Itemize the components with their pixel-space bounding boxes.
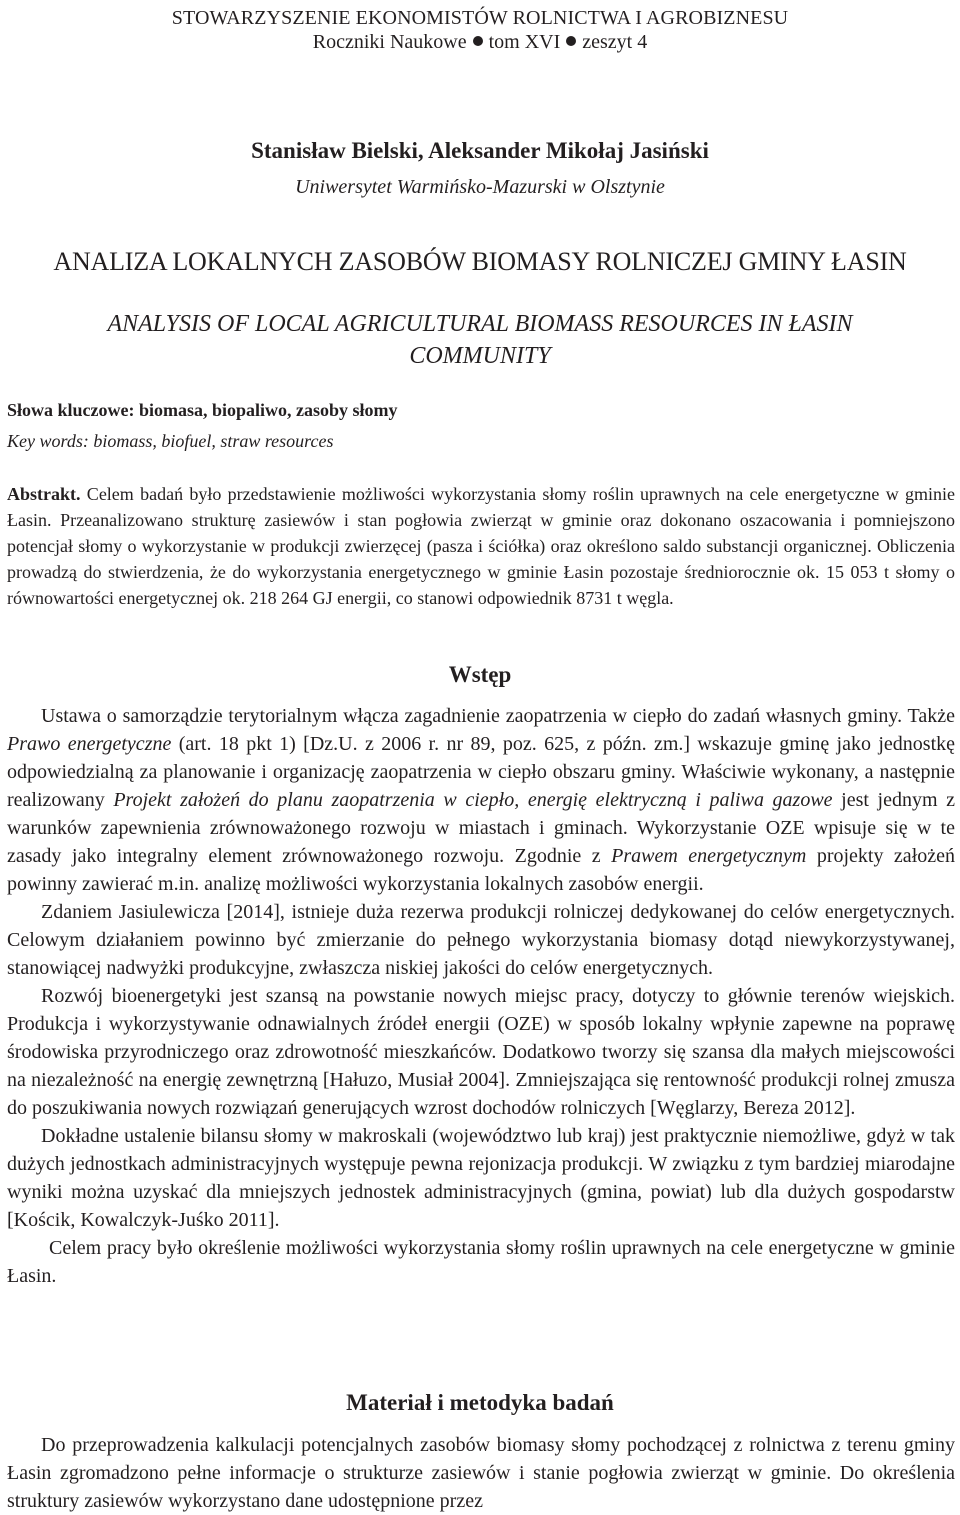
journal-volume: tom XVI — [488, 31, 561, 53]
text-run-italic: Prawem energetycznym — [611, 845, 807, 867]
society-header: STOWARZYSZENIE EKONOMISTÓW ROLNICTWA I AGROBIZNESU — [171, 7, 789, 29]
bullet-dot-icon — [473, 36, 483, 46]
text-run-italic: Prawo energetyczne — [7, 733, 172, 755]
keywords-polish: Słowa kluczowe: biomasa, biopaliwo, zasoby słomy — [7, 400, 398, 420]
abstract — [7, 481, 955, 611]
authors: Stanisław Bielski, Aleksander Mikołaj Jasiński — [251, 138, 709, 163]
text-run: projekty założeń powinny zawierać m.in. analizę możliwości wykorzystania lokalnych zasobów energii. — [7, 845, 955, 895]
title-english — [0, 308, 960, 372]
paragraph — [7, 702, 955, 898]
abstract-text: Celem badań było przedstawienie możliwości wykorzystania słomy roślin uprawnych na cele energetyczne w gminie Łasin. Przeanalizowano strukturę zasiewów i stan pogłowia zwierząt w gminie oraz dokonano oszacowania i pomniejszono potencjał słomy o wykorzystanie w produkcji zwierzęcej (pasza i ściółka) oraz określono saldo substancji organicznej. Obliczenia prowadzą do stwierdzenia, że do wykorzystania energetycznego w gminie Łasin pozostaje średniorocznie ok. 15 053 t słomy o równowartości energetycznej ok. 218 264 GJ energii, co stanowi odpowiednik 8731 t węgla. — [7, 484, 955, 608]
title-polish: ANALIZA LOKALNYCH ZASOBÓW BIOMASY ROLNICZEJ GMINY ŁASIN — [53, 247, 907, 276]
title-english-line2: COMMUNITY — [409, 343, 551, 369]
abstract-label: Abstrakt. — [7, 484, 81, 504]
paragraph: Do przeprowadzenia kalkulacji potencjalnych zasobów biomasy słomy pochodzącej z rolnictwa z terenu gminy Łasin zgromadzono pełne informacje o strukturze zasiewów i stanie pogłowia zwierząt w gminie. Do określenia struktury zasiewów wykorzystano dane udostępnione przez — [7, 1434, 955, 1512]
affiliation: Uniwersytet Warmińsko-Mazurski w Olsztynie — [295, 176, 665, 198]
keywords-english: Key words: biomass, biofuel, straw resources — [7, 431, 334, 451]
text-run: Ustawa o samorządzie terytorialnym włącza zagadnienie zaopatrzenia w ciepło do zadań własnych gminy. Także — [41, 705, 955, 727]
text-run-italic: Projekt założeń do planu zaopatrzenia w ciepło, energię elektryczną i paliwa gazowe — [113, 789, 833, 811]
section-heading-introduction: Wstęp — [448, 662, 512, 687]
text-run: (art. 18 pkt 1) [Dz.U. z 2006 r. nr 89, poz. 625, z późn. zm.] wskazuje gminę jako jednostkę odpowiedzialną za planowanie i organizację zaopatrzenia w ciepło obszaru gminy. Właściwie wykonany, a następnie realizowany — [7, 733, 956, 811]
section-heading-methods: Materiał i metodyka badań — [346, 1390, 614, 1415]
section-methods-body — [7, 1431, 955, 1515]
paragraph: Celem pracy było określenie możliwości wykorzystania słomy roślin uprawnych na cele energetyczne w gminie Łasin. — [7, 1237, 955, 1287]
text-run: jest jednym z warunków zapewnienia zrównoważonego rozwoju w miastach i gminach. Wykorzystanie OZE wpisuje się w te zasady jako integralny element zrównoważonego rozwoju. Zgodnie z — [7, 789, 956, 867]
journal-issue: zeszyt 4 — [582, 31, 648, 53]
journal-header — [0, 30, 960, 54]
title-english-line1: ANALYSIS OF LOCAL AGRICULTURAL BIOMASS RESOURCES IN ŁASIN — [107, 311, 853, 337]
journal-name: Roczniki Naukowe — [312, 31, 467, 53]
paragraph: Dokładne ustalenie bilansu słomy w makroskali (województwo lub kraj) jest praktycznie niemożliwe, gdyż w tak dużych jednostkach administracyjnych występuje pewna rejonizacja produkcji. W związku z tym bardziej miarodajne wyniki można uzyskać dla mniejszych jednostek administracyjnych (gmina, powiat) lub dla dużych gospodarstw [Kościk, Kowalczyk-Juśko 2011]. — [7, 1125, 955, 1231]
paragraph: Zdaniem Jasiulewicza [2014], istnieje duża rezerwa produkcji rolniczej dedykowanej do celów energetycznych. Celowym działaniem powinno być zmierzanie do pełnego wykorzystania biomasy dotąd niewykorzystywanej, stanowiącej nadwyżki produkcyjne, zwłaszcza niskiej jakości do celów energetycznych. — [7, 901, 955, 979]
bullet-dot-icon — [566, 36, 576, 46]
paragraph: Rozwój bioenergetyki jest szansą na powstanie nowych miejsc pracy, dotyczy to głównie terenów wiejskich. Produkcja i wykorzystywanie odnawialnych źródeł energii (OZE) w sposób lokalny wpłynie zapewne na poprawę środowiska przyrodniczego oraz zdrowotność mieszkańców. Dodatkowo tworzy się szansa dla małych miejscowości na niezależność na energię zewnętrzną [Hałuzo, Musiał 2004]. Zmniejszająca się rentowność produkcji rolnej zmusza do poszukiwania nowych rozwiązań generujących wzrost dochodów rolniczych [Węglarzy, Bereza 2012]. — [7, 985, 955, 1119]
section-introduction-body — [7, 702, 955, 1290]
